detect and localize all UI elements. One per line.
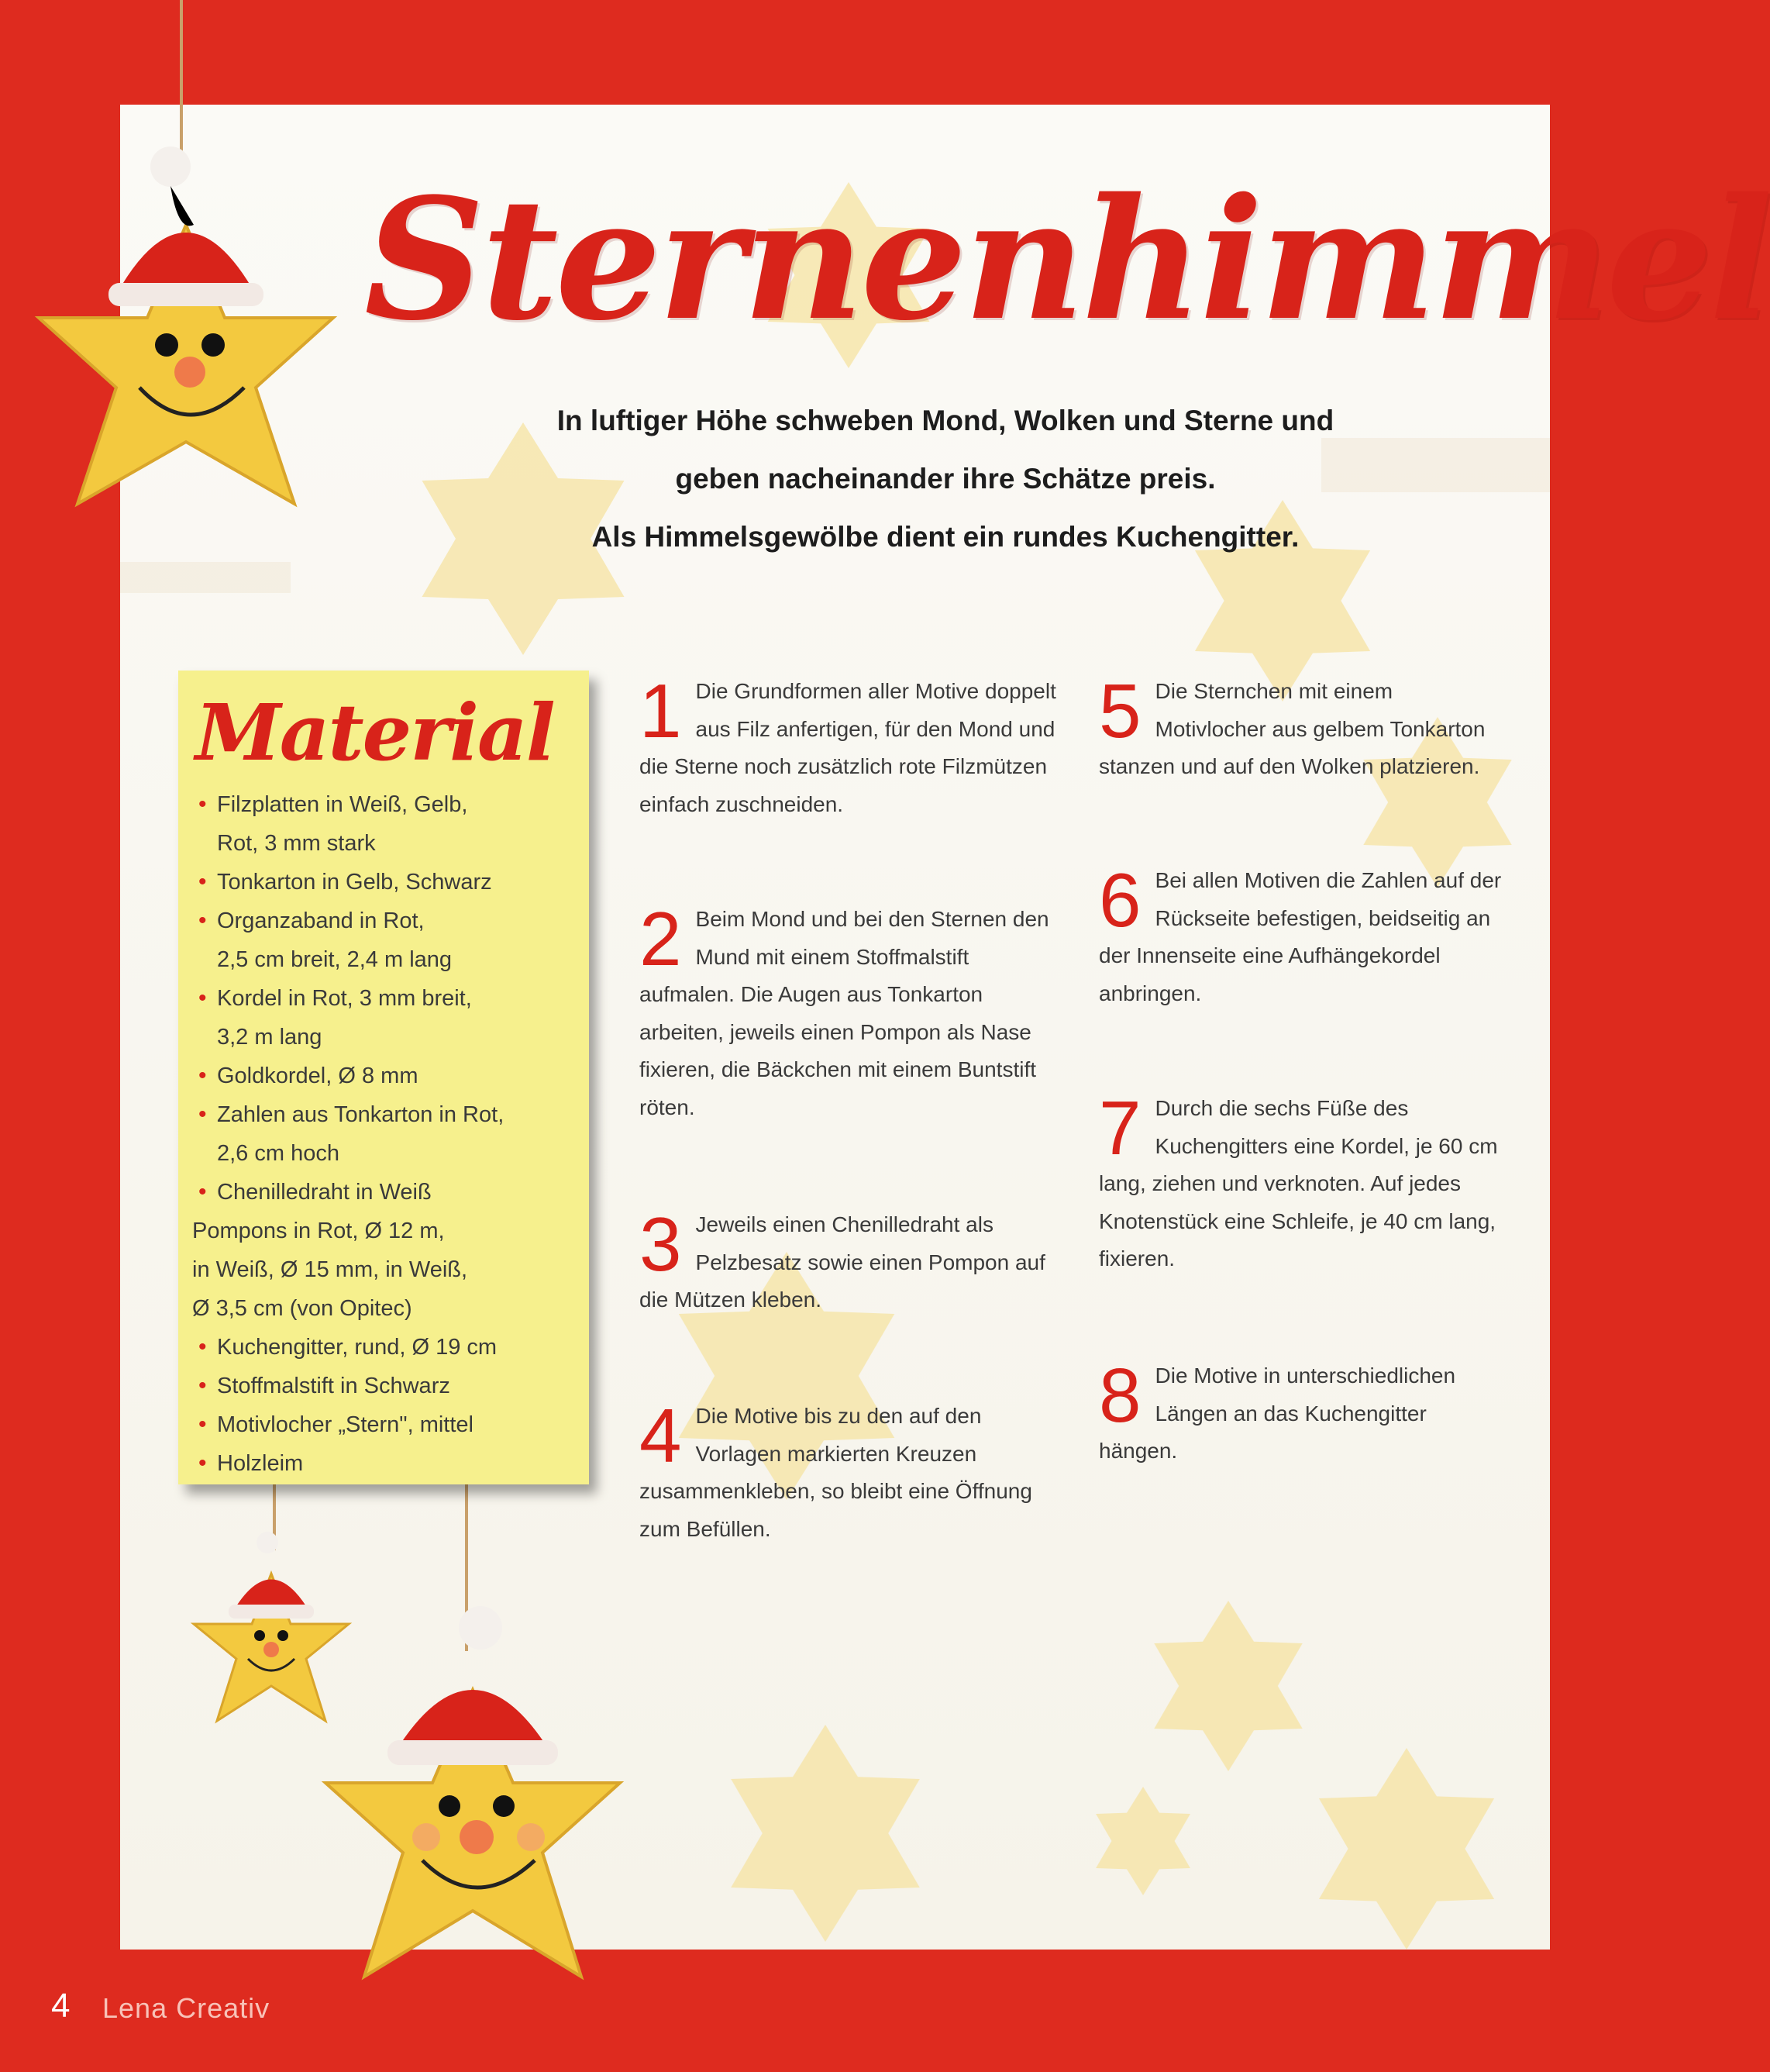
step-text: Beim Mond und bei den Sternen den Mund mit einem Stoffmalstift aufmalen. Die Augen aus Tonkarton arbeiten, jeweils einen Pompon als Nase fixieren, die Bäckchen mit einem Buntstift röten. xyxy=(639,907,1049,1119)
material-item: • Goldkordel, Ø 8 mm xyxy=(192,1057,580,1095)
instruction-step xyxy=(639,1201,1058,1319)
intro-line: geben nacheinander ihre Schätze preis. xyxy=(675,463,1216,495)
material-item: Rot, 3 mm stark xyxy=(217,831,376,856)
instruction-step xyxy=(639,1393,1058,1548)
material-item: • Filzplatten in Weiß, Gelb, xyxy=(192,785,580,824)
step-number: 3 xyxy=(639,1201,682,1287)
material-item: • Kuchengitter, rund, Ø 19 cm xyxy=(192,1328,580,1367)
step-number: 4 xyxy=(639,1393,682,1478)
instruction-step xyxy=(1099,857,1510,1012)
santa-star-top-left-icon xyxy=(23,140,349,550)
instruction-step xyxy=(639,668,1058,823)
material-item: Pompons in Rot, Ø 12 m, xyxy=(192,1219,445,1243)
material-item: 3,2 m lang xyxy=(217,1025,322,1050)
instruction-step xyxy=(639,896,1058,1126)
material-item: in Weiß, Ø 15 mm, in Weiß, xyxy=(192,1257,468,1282)
material-item: • Organzaband in Rot, xyxy=(192,902,580,940)
intro-line: Als Himmelsgewölbe dient ein rundes Kuchengitter. xyxy=(591,521,1300,553)
page-number: 4 xyxy=(51,1987,71,2025)
material-box xyxy=(178,671,589,1484)
material-item: Ø 3,5 cm (von Opitec) xyxy=(192,1296,412,1321)
bg-star-icon xyxy=(1096,1787,1190,1895)
material-item: • Stoffmalstift in Schwarz xyxy=(192,1367,580,1405)
material-heading: Material xyxy=(195,687,554,778)
page-title: Sternenhimmel xyxy=(364,161,1770,357)
instruction-step xyxy=(1099,668,1510,786)
material-item: • Motivlocher „Stern", mittel xyxy=(192,1405,580,1444)
bg-star-icon xyxy=(1319,1748,1494,1950)
material-item: • Holzleim xyxy=(192,1444,580,1483)
step-number: 7 xyxy=(1099,1085,1142,1170)
material-item: • Kordel in Rot, 3 mm breit, xyxy=(192,979,580,1018)
step-text: Die Motive in unterschiedlichen Längen an das Kuchengitter hängen. xyxy=(1099,1364,1456,1463)
bg-star-icon xyxy=(731,1725,920,1942)
hanging-cord xyxy=(180,0,183,163)
step-number: 1 xyxy=(639,668,682,753)
santa-star-large-icon xyxy=(310,1605,635,1992)
step-number: 5 xyxy=(1099,668,1142,753)
material-item: • Zahlen aus Tonkarton in Rot, xyxy=(192,1095,580,1134)
material-item: • Chenilledraht in Weiß xyxy=(192,1173,580,1212)
bg-faded-strip xyxy=(120,562,291,593)
magazine-brand: Lena Creativ xyxy=(102,1992,270,2024)
material-item: • Tonkarton in Gelb, Schwarz xyxy=(192,863,580,902)
step-text: Jeweils einen Chenilledraht als Pelzbesatz sowie einen Pompon auf die Mützen kleben. xyxy=(639,1212,1045,1312)
step-number: 2 xyxy=(639,896,682,981)
step-text: Die Grundformen aller Motive doppelt aus Filz anfertigen, für den Mond und die Sterne noch zusätzlich rote Filzmützen einfach zuschneiden. xyxy=(639,679,1056,816)
step-number: 6 xyxy=(1099,857,1142,943)
bg-star-icon xyxy=(1154,1601,1302,1771)
instruction-step xyxy=(1099,1353,1510,1470)
material-item: 2,5 cm breit, 2,4 m lang xyxy=(217,947,453,972)
step-text: Bei allen Motiven die Zahlen auf der Rückseite befestigen, beidseitig an der Innenseite eine Aufhängekordel anbringen. xyxy=(1099,868,1502,1005)
material-list xyxy=(192,785,580,1483)
intro-text xyxy=(403,391,1488,566)
instruction-step xyxy=(1099,1085,1510,1278)
intro-line: In luftiger Höhe schweben Mond, Wolken und Sterne und xyxy=(556,405,1334,436)
material-item: 2,6 cm hoch xyxy=(217,1141,339,1166)
step-text: Die Sternchen mit einem Motivlocher aus gelbem Tonkarton stanzen und auf den Wolken platzieren. xyxy=(1099,679,1486,778)
step-text: Die Motive bis zu den auf den Vorlagen markierten Kreuzen zusammenkleben, so bleibt eine Öffnung zum Befüllen. xyxy=(639,1404,1032,1541)
step-text: Durch die sechs Füße des Kuchengitters eine Kordel, je 60 cm lang, ziehen und verknoten. Auf jedes Knotenstück eine Schleife, je 40 cm lang, fixieren. xyxy=(1099,1096,1498,1270)
step-number: 8 xyxy=(1099,1353,1142,1438)
